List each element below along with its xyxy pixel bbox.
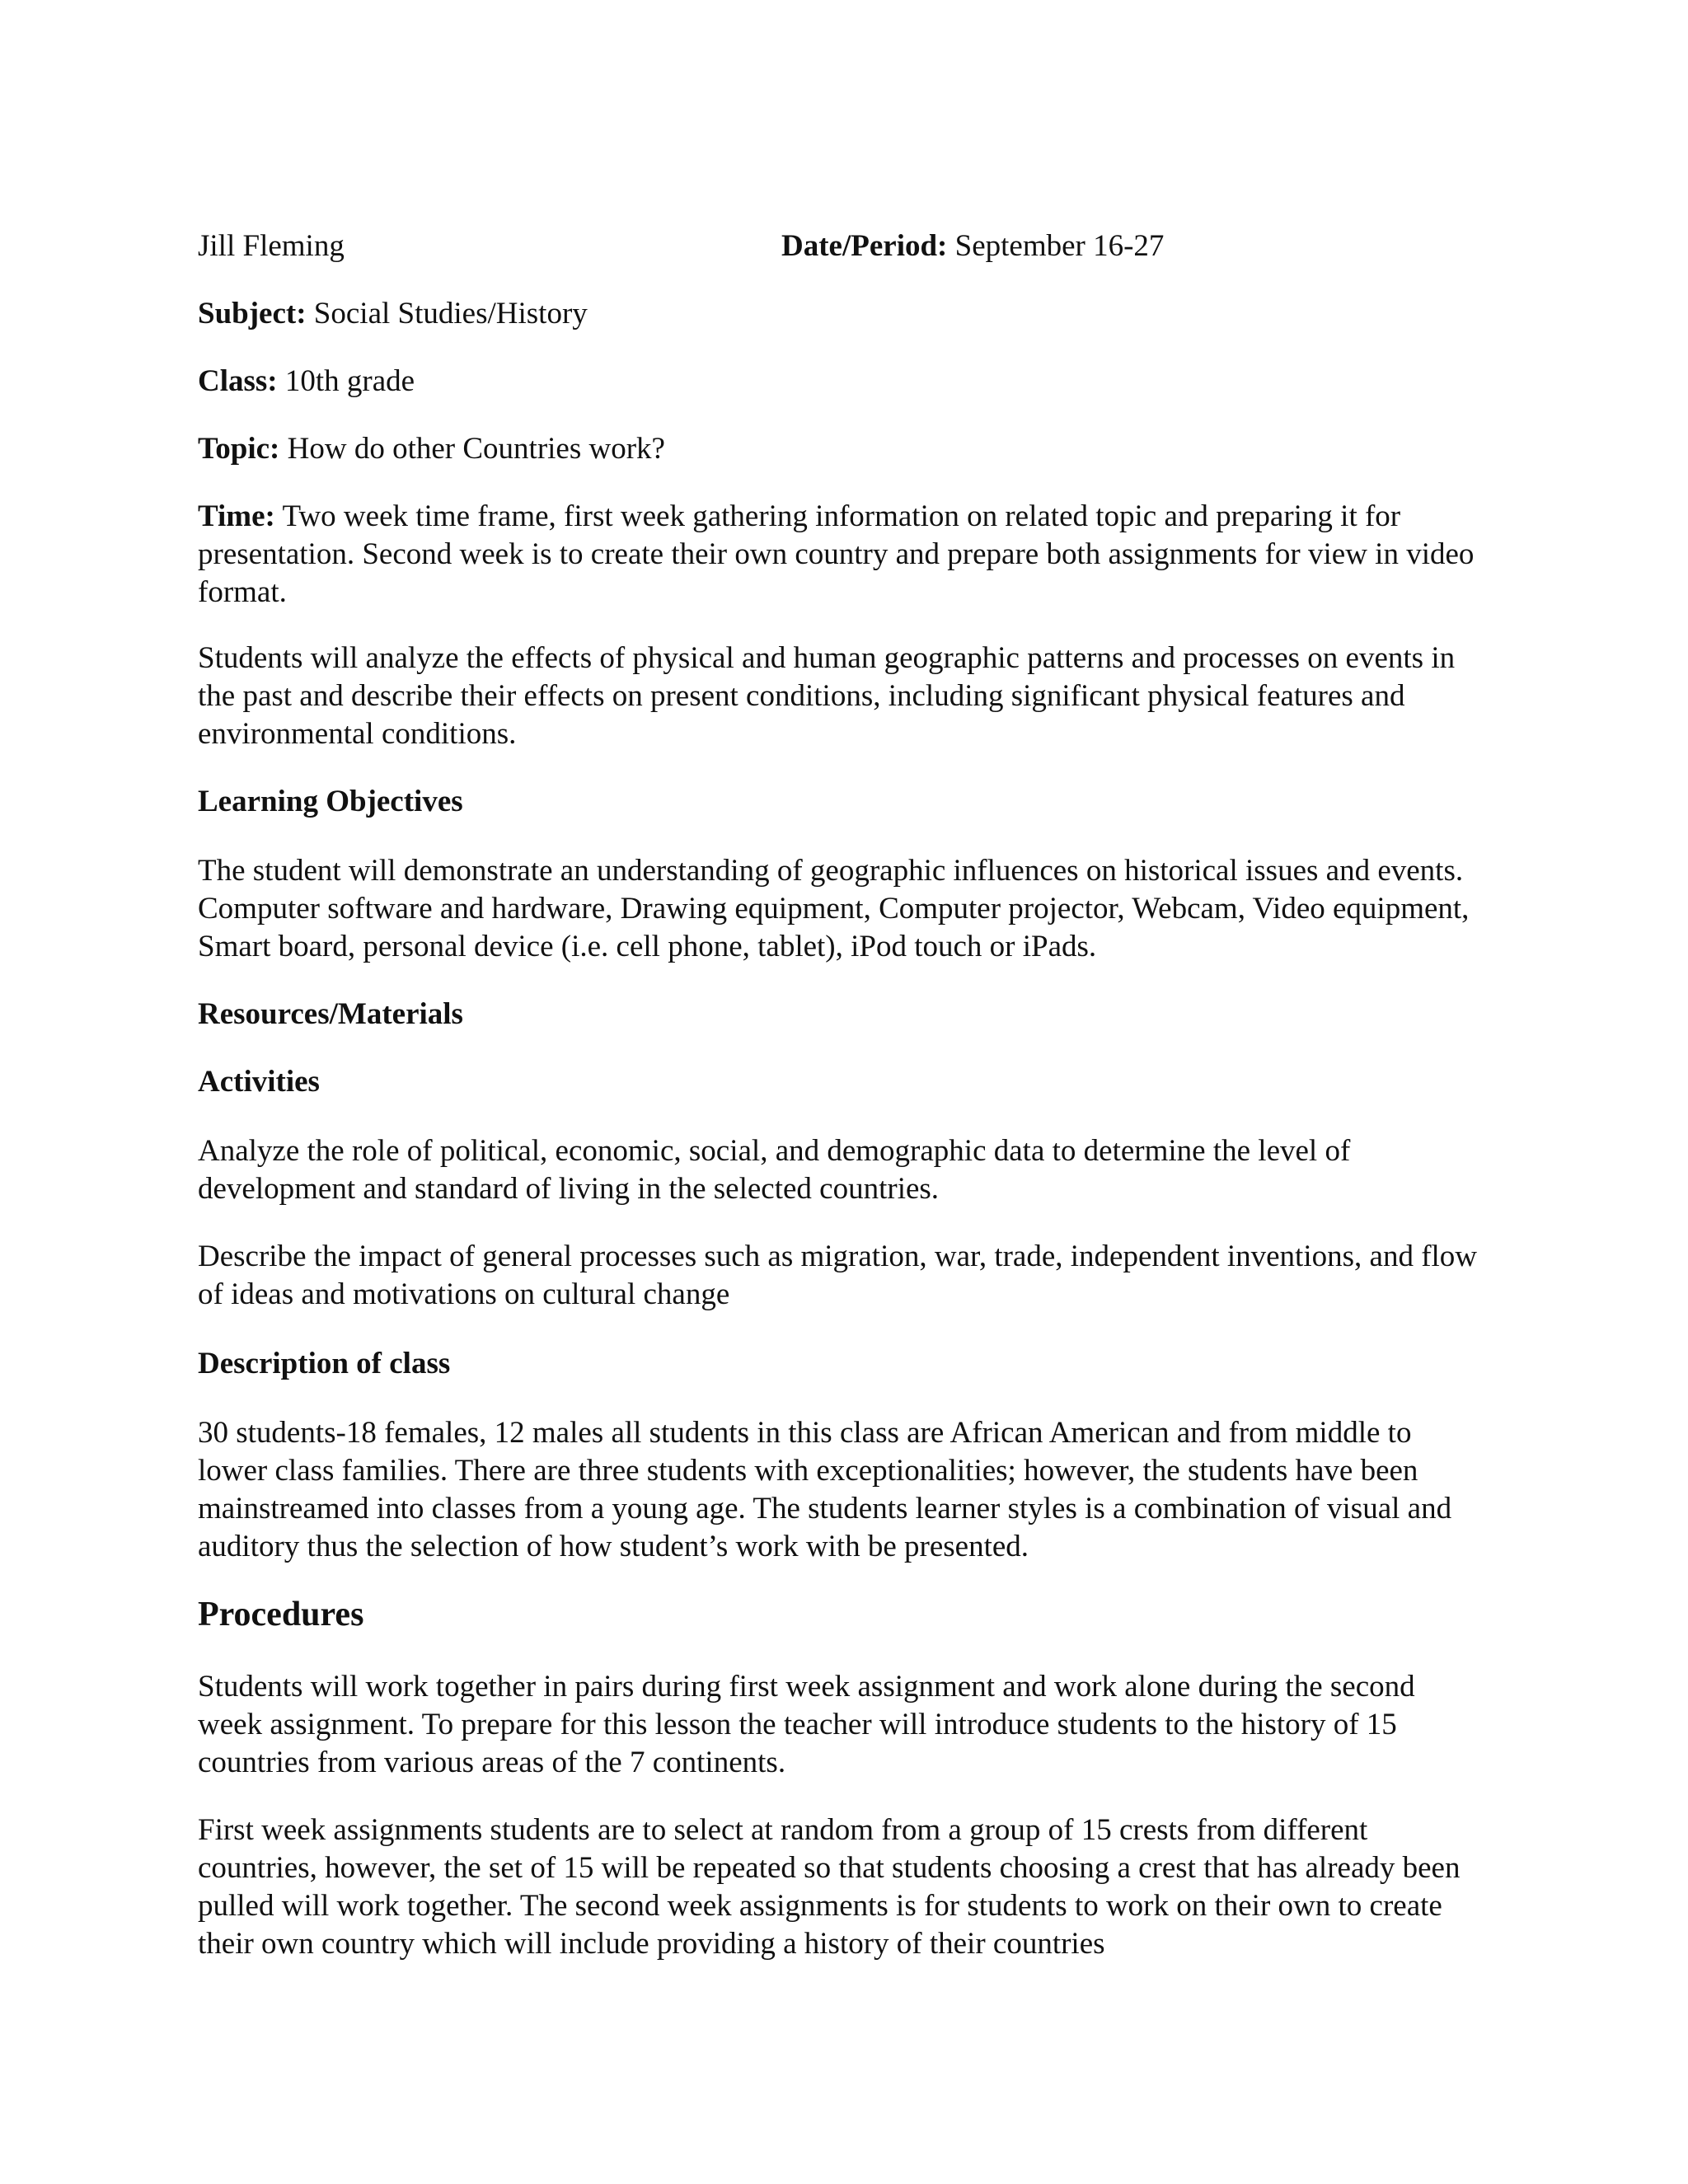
learning-objectives-heading: Learning Objectives xyxy=(198,785,463,818)
subject-label: Subject: xyxy=(198,297,307,330)
procedures-paragraph: Students will work together in pairs during first week assignment and work alone during the second week assignment. To prepare for this lesson the teacher will introduce students to the history of 15 countries from various areas of the 7 continents. xyxy=(198,1670,1415,1779)
date-period-value: September 16-27 xyxy=(947,229,1165,263)
class-label: Class: xyxy=(198,364,278,398)
description-of-class-text: 30 students-18 females, 12 males all students in this class are African American and from middle to lower class families. There are three students with exceptionalities; however, the students have been mainstreamed into classes from a young age. The students learner styles is a combination of visual and auditory thus the selection of how student’s work with be presented. xyxy=(198,1416,1452,1563)
author-name: Jill Fleming xyxy=(198,229,345,263)
date-period xyxy=(781,227,1164,265)
intro-paragraph: Students will analyze the effects of physical and human geographic patterns and processes on events in the past and describe their effects on present conditions, including significant physical features and environmental conditions. xyxy=(198,641,1456,751)
class-line xyxy=(198,363,1484,401)
time-label: Time: xyxy=(198,499,275,533)
activities-heading: Activities xyxy=(198,1065,320,1099)
activities-paragraph: Analyze the role of political, economic, social, and demographic data to determine the level of development and standard of living in the selected countries. xyxy=(198,1134,1351,1206)
subject-line xyxy=(198,295,1484,333)
date-period-label: Date/Period: xyxy=(781,229,948,263)
header-line xyxy=(198,227,1484,265)
learning-objectives-text: The student will demonstrate an understanding of geographic influences on historical issues and events. Computer software and hardware, Drawing equipment, Computer projector, Webcam, Video equipment, Smart board, personal device (i.e. cell phone, tablet), iPod touch or iPads. xyxy=(198,854,1470,963)
topic-label: Topic: xyxy=(198,432,280,466)
procedures-paragraph: First week assignments students are to select at random from a group of 15 crests from different countries, however, the set of 15 will be repeated so that students choosing a crest that has already been pulled will work together. The second week assignments is for students to work on their own to create their own country which will include providing a history of their countries xyxy=(198,1813,1461,1961)
activities-paragraph: Describe the impact of general processes such as migration, war, trade, independent inventions, and flow of ideas and motivations on cultural change xyxy=(198,1240,1478,1311)
description-of-class-heading: Description of class xyxy=(198,1347,451,1380)
time-paragraph xyxy=(198,498,1484,612)
class-value: 10th grade xyxy=(277,364,415,398)
time-value: Two week time frame, first week gathering information on related topic and preparing it for presentation. Second week is to create their own country and prepare both assignments for view in video format. xyxy=(198,499,1475,609)
topic-line xyxy=(198,430,1484,468)
procedures-heading: Procedures xyxy=(198,1596,364,1633)
resources-heading: Resources/Materials xyxy=(198,997,463,1031)
subject-value: Social Studies/History xyxy=(306,297,588,330)
topic-value: How do other Countries work? xyxy=(279,432,665,466)
